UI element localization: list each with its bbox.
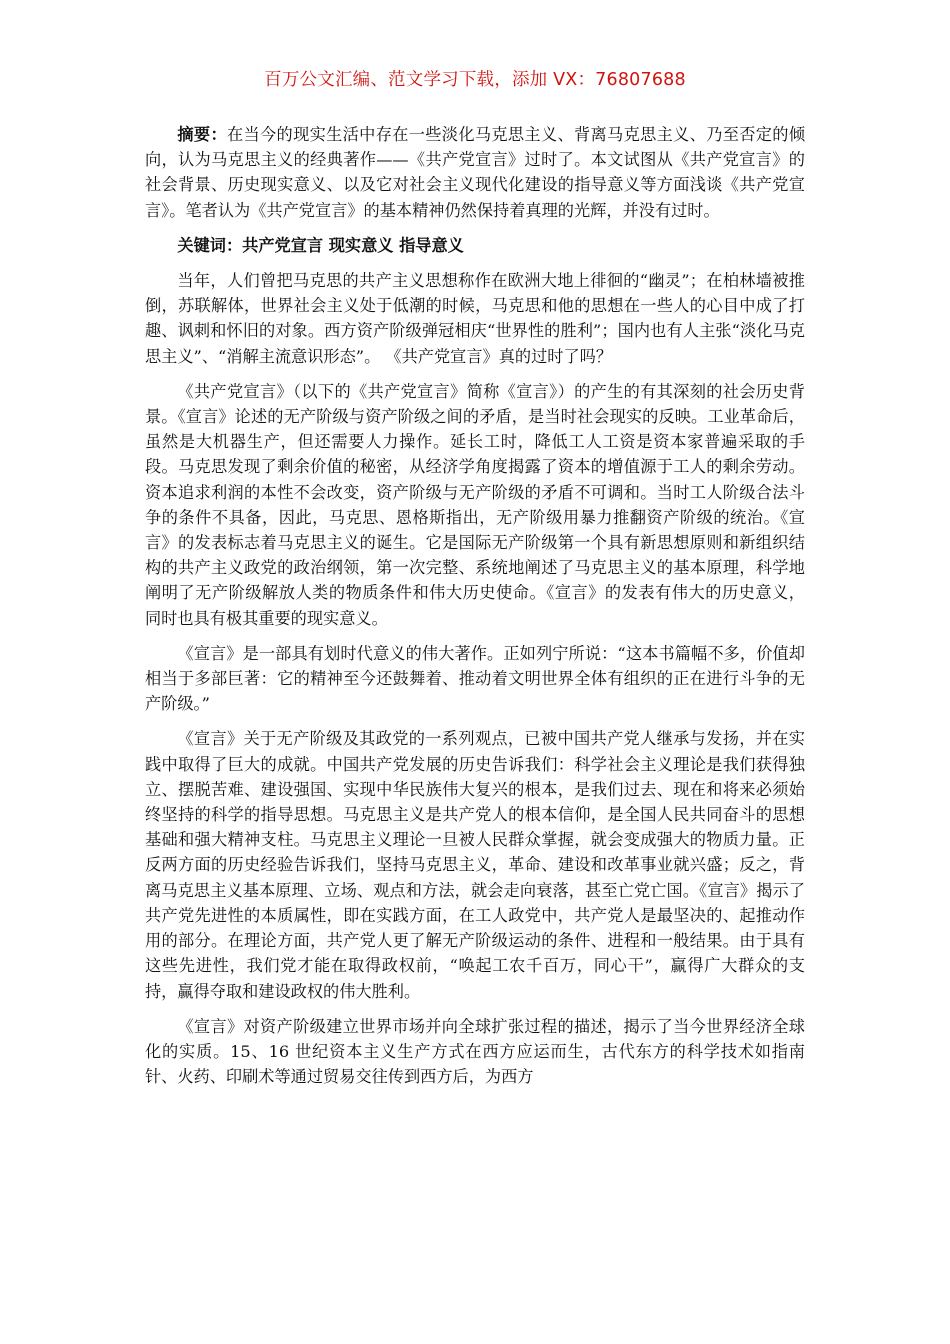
- keywords-text: 共产党宣言 现实意义 指导意义: [242, 235, 464, 255]
- body-paragraph-2: 《共产党宣言》（以下的《共产党宣言》简称《宣言》）的产生的有其深刻的社会历史背景。《宣言》论述的无产阶级与资产阶级之间的矛盾，是当时社会现实的反映。工业革命后，虽然是大机器生产，但还需要人力操作。延长工时，降低工人工资是资本家普遍采取的手段。马克思发现了剩余价值的秘密，从经济学角度揭露了资本的增值源于工人的剩余劳动。资本追求利润的本性不会改变，资产阶级与无产阶级的矛盾不可调和。当时工人阶级合法斗争的条件不具备，因此，马克思、恩格斯指出，无产阶级用暴力推翻资产阶级的统治。《宣言》的发表标志着马克思主义的诞生。它是国际无产阶级第一个具有新思想原则和新组织结构的共产主义政党的政治纲领，第一次完整、系统地阐述了马克思主义的基本原理，科学地阐明了无产阶级解放人类的物质条件和伟大历史使命。《宣言》的发表有伟大的历史意义， 同时也具有极其重要的现实意义。: [145, 381, 805, 628]
- keywords-paragraph: [145, 233, 805, 258]
- body-paragraph-1: 当年，人们曾把马克思的共产主义思想称作在欧洲大地上徘徊的“幽灵”；在柏林墙被推倒，苏联解体，世界社会主义处于低潮的时候，马克思和他的思想在一些人的心目中成了打趣、讽刺和怀旧的对象。西方资产阶级弹冠相庆“世界性的胜利”；国内也有人主张“淡化马克思主义”、“消解主流意识形态”。 《共产党宣言》真的过时了吗？: [145, 271, 805, 366]
- abstract-paragraph: [145, 122, 805, 223]
- body-paragraph-3: 《宣言》是一部具有划时代意义的伟大著作。正如列宁所说：“这本书篇幅不多，价值却相当于多部巨著：它的精神至今还鼓舞着、推动着文明世界全体有组织的正在进行斗争的无产阶级。”: [145, 643, 805, 714]
- body-paragraph-4: 《宣言》关于无产阶级及其政党的一系列观点，已被中国共产党人继承与发扬，并在实践中取得了巨大的成就。中国共产党发展的历史告诉我们：科学社会主义理论是我们获得独立、摆脱苦难、建设强国、实现中华民族伟大复兴的根本，是我们过去、现在和将来必须始终坚持的科学的指导思想。马克思主义是共产党人的根本信仰，是全国人民共同奋斗的思想基础和强大精神支柱。马克思主义理论一旦被人民群众掌握，就会变成强大的物质力量。正反两方面的历史经验告诉我们，坚持马克思主义，革命、建设和改革事业就兴盛；反之，背离马克思主义基本原理、立场、观点和方法，就会走向衰落，甚至亡党亡国。《宣言》揭示了共产党先进性的本质属性，即在实践方面，在工人政党中，共产党人是最坚决的、起推动作用的部分。在理论方面，共产党人更了解无产阶级运动的条件、进程和一般结果。由于具有这些先进性，我们党才能在取得政权前，“唤起工农千百万，同心干”，赢得广大群众的支持，赢得夺取和建设政权的伟大胜利。: [145, 729, 805, 1001]
- abstract-label: 摘要：: [177, 125, 227, 144]
- document-body: [145, 122, 805, 1099]
- keywords-label: 关键词：: [177, 235, 243, 255]
- promo-banner: 百万公文汇编、范文学习下载，添加 VX：76807688: [264, 70, 686, 90]
- abstract-text: 在当今的现实生活中存在一些淡化马克思主义、背离马克思主义、乃至否定的倾向，认为马克思主义的经典著作——《共产党宣言》过时了。本文试图从《共产党宣言》的社会背景、历史现实意义、以及它对社会主义现代化建设的指导意义等方面浅谈《共产党宣言》。笔者认为《共产党宣言》的基本精神仍然保持着真理的光辉，并没有过时。: [145, 125, 806, 220]
- body-paragraph-5: 《宣言》对资产阶级建立世界市场并向全球扩张过程的描述，揭示了当今世界经济全球化的实质。15、16 世纪资本主义生产方式在西方应运而生，古代东方的科学技术如指南针、火药、印刷术等通过贸易交往传到西方后，为西方: [145, 1016, 805, 1087]
